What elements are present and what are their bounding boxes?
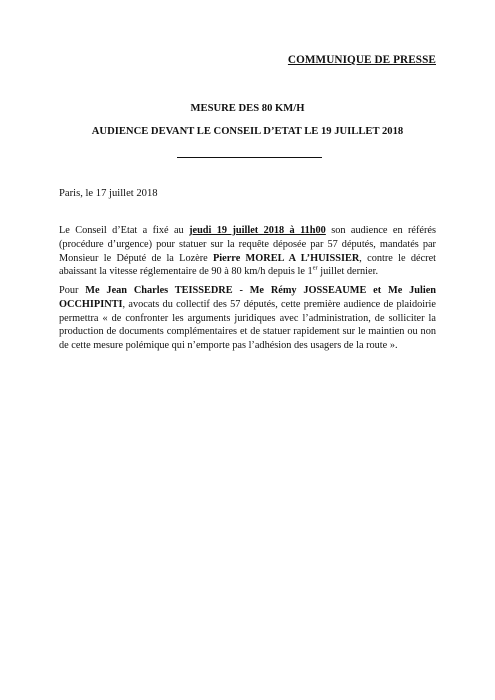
paragraph1-text-1: Le Conseil d’Etat a fixé au — [59, 225, 190, 236]
lawyers-names: Me Jean Charles TEISSEDRE - Me Rémy JOSSEAUME et Me Julien OCCHIPINTI — [59, 285, 437, 310]
paragraph-hearing-date — [59, 224, 436, 279]
ordinal-superscript: er — [312, 264, 318, 272]
press-release-label: COMMUNIQUE DE PRESSE — [287, 54, 436, 66]
title-hearing: AUDIENCE DEVANT LE CONSEIL D’ETAT LE 19 JUILLET 2018 — [91, 126, 404, 137]
title-measure: MESURE DES 80 KM/H — [190, 103, 305, 114]
title-divider — [177, 157, 322, 158]
paragraph1-text-2: son audience en référés (procédure d’urgence) pour statuer sur la requête déposée par 57 députés, mandatés par Monsieur le Député de la Lozère — [59, 225, 436, 264]
paragraph2-text-2: , avocats du collectif des 57 députés, cette première audience de plaidoirie permettra « de confronter les arguments juridiques avec l’administration, de solliciter la production de documents complémentaires et de statuer rapidement sur le maintien ou non de cette mesure polémique qui n’emporte pas l’adhésion des usagers de la route ». — [59, 298, 436, 352]
hearing-date-highlight: jeudi 19 juillet 2018 à 11h00 — [189, 225, 326, 236]
paragraph1-text-3: , contre le décret abaissant la vitesse réglementaire de 90 à 80 km/h depuis le 1 — [59, 252, 437, 278]
paragraph1-text-4: juillet dernier. — [317, 266, 379, 278]
dateline: Paris, le 17 juillet 2018 — [59, 188, 158, 199]
deputy-name: Pierre MOREL A L’HUISSIER — [213, 252, 360, 264]
paragraph2-text-1: Pour — [59, 285, 86, 296]
paragraph-lawyers — [59, 284, 436, 353]
